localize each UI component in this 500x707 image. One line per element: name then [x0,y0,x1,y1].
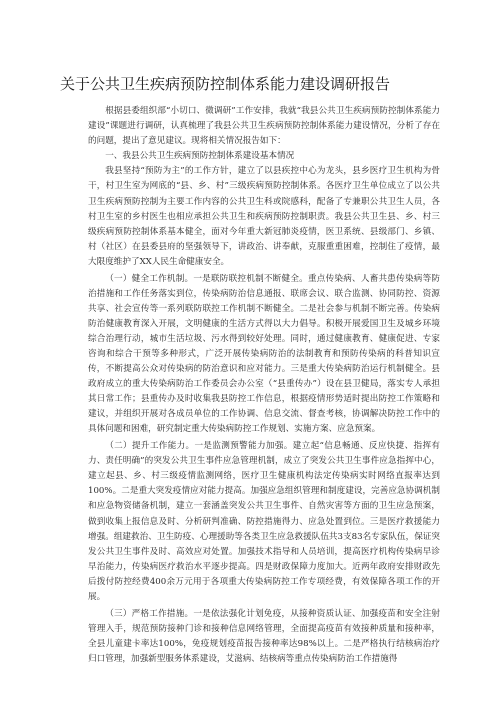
overview-paragraph: 我县坚持“预防为主”的工作方针，建立了以县疾控中心为龙头，县乡医疗卫生机构为骨干，村卫生室为网底的“县、乡、村”三级疾病预防控制体系。各医疗卫生单位成立了以公共卫生疾病预防控制为主要工作内容的公共卫生科或院感科，配备了专兼职公共卫生人员，各村卫生室的乡村医生也相应承担公共卫生和疾病预防控制职责。我县公共卫生县、乡、村三级疾病预防控制体系基本健全，面对今年重大新冠肺炎疫情，医卫系统、县级部门、乡镇、村（社区）在县委县府的坚强领导下，讲政治、讲奉献，克服重重困难，控制住了疫情，最大限度维护了XX人民生命健康安全。 [88,166,440,267]
subsection-paragraph-mechanism: （一）健全工作机制。一是联防联控机制不断健全。重点传染病、人畜共患传染病等防治措施和工作任务落实到位，传染病防治信息通报、联席会议、联合监测、协同防控、资源共享、社会宣传等一系列联防联控工作机制不断健全。二是社会参与机制不断完善。传染病防治健康教育深入开展，文明健康的生活方式得以大力倡导。积极开展爱国卫生及城乡环境综合治理行动，城市生活垃圾、污水得到较好处理。同时，通过健康教育、健康促进、专家咨询和综合干预等多种形式，广泛开展传染病防治的法制教育和预防传染病的科普知识宣传，不断提高公众对传染病的防治意识和应对能力。三是重大传染病防治运行机制健全。县政府成立的重大传染病防治工作委员会办公室（“县重传办”）设在县卫健局，落实专人承担其日常工作；县重传办及时收集我县防控工作信息，根据疫情形势适时提出防控工作策略和建议，并组织开展对各成员单位的工作协调、信息交流、督查考核，协调解决防控工作中的具体问题和困难，研究制定重大传染病防控工作规划、实施方案、应急预案。 [88,273,440,435]
section-heading: 一、我县公共卫生疾病预防控制体系建设基本情况 [105,151,295,162]
subsection-paragraph-capacity: （二）提升工作能力。一是监测预警能力加强。建立起“信息畅通、反应快捷、指挥有力、责任明确”的突发公共卫生事件应急管理机制，成立了突发公共卫生事件应急指挥中心，建立起县、乡、村三级疫情监测网络，医疗卫生健康机构法定传染病实时网络直报率达到100%。二是重大突发疫情应对能力提高。加强应急组织管理和制度建设，完善应急协调机制和应急物资储备机制，建立一套涵盖突发公共卫生事件、自然灾害等方面的卫生应急预案，做到收集上报信息及时、分析研判准确、防控措施得力、应急处置到位。三是医疗救援能力增强。组建救治、卫生防疫、心理援助等各类卫生应急救援队伍共3支83名专家队伍，保证突发公共卫生事件及时、高效应对处置。加强技术指导和人员培训，提高医疗机构传染病早诊早治能力，传染病医疗救治水平逐步提高。四是财政保障力度加大。近两年政府安排财政先后拨付防控经费400余万元用于各项重大传染病防控工作专项经费，有效保障各项工作的开展。 [88,441,440,602]
document-title: 关于公共卫生疾病预防控制体系能力建设调研报告 [60,75,391,93]
subsection-paragraph-measures: （三）严格工作措施。一是依法强化计划免疫，从接种资质认证、加强疫苗和安全注射管理入手，规范预防接种门诊和接种信息网络管理，全面提高疫苗有效接种质量和接种率，全县儿童建卡率达100%，免疫规划疫苗报告接种率达98%以上。二是严格执行结核病治疗归口管理，加强新型服务体系建设，艾滋病、结核病等重点传染病防治工作措施得 [88,608,440,664]
intro-paragraph: 根据县委组织部“小切口、微调研”工作安排，我就“我县公共卫生疾病预防控制体系能力建设”课题进行调研，认真梳理了我县公共卫生疾病预防控制体系能力建设情况，分析了存在的问题，提出了意见建议。现将相关情况报告如下： [88,106,440,147]
document-body [88,104,440,667]
